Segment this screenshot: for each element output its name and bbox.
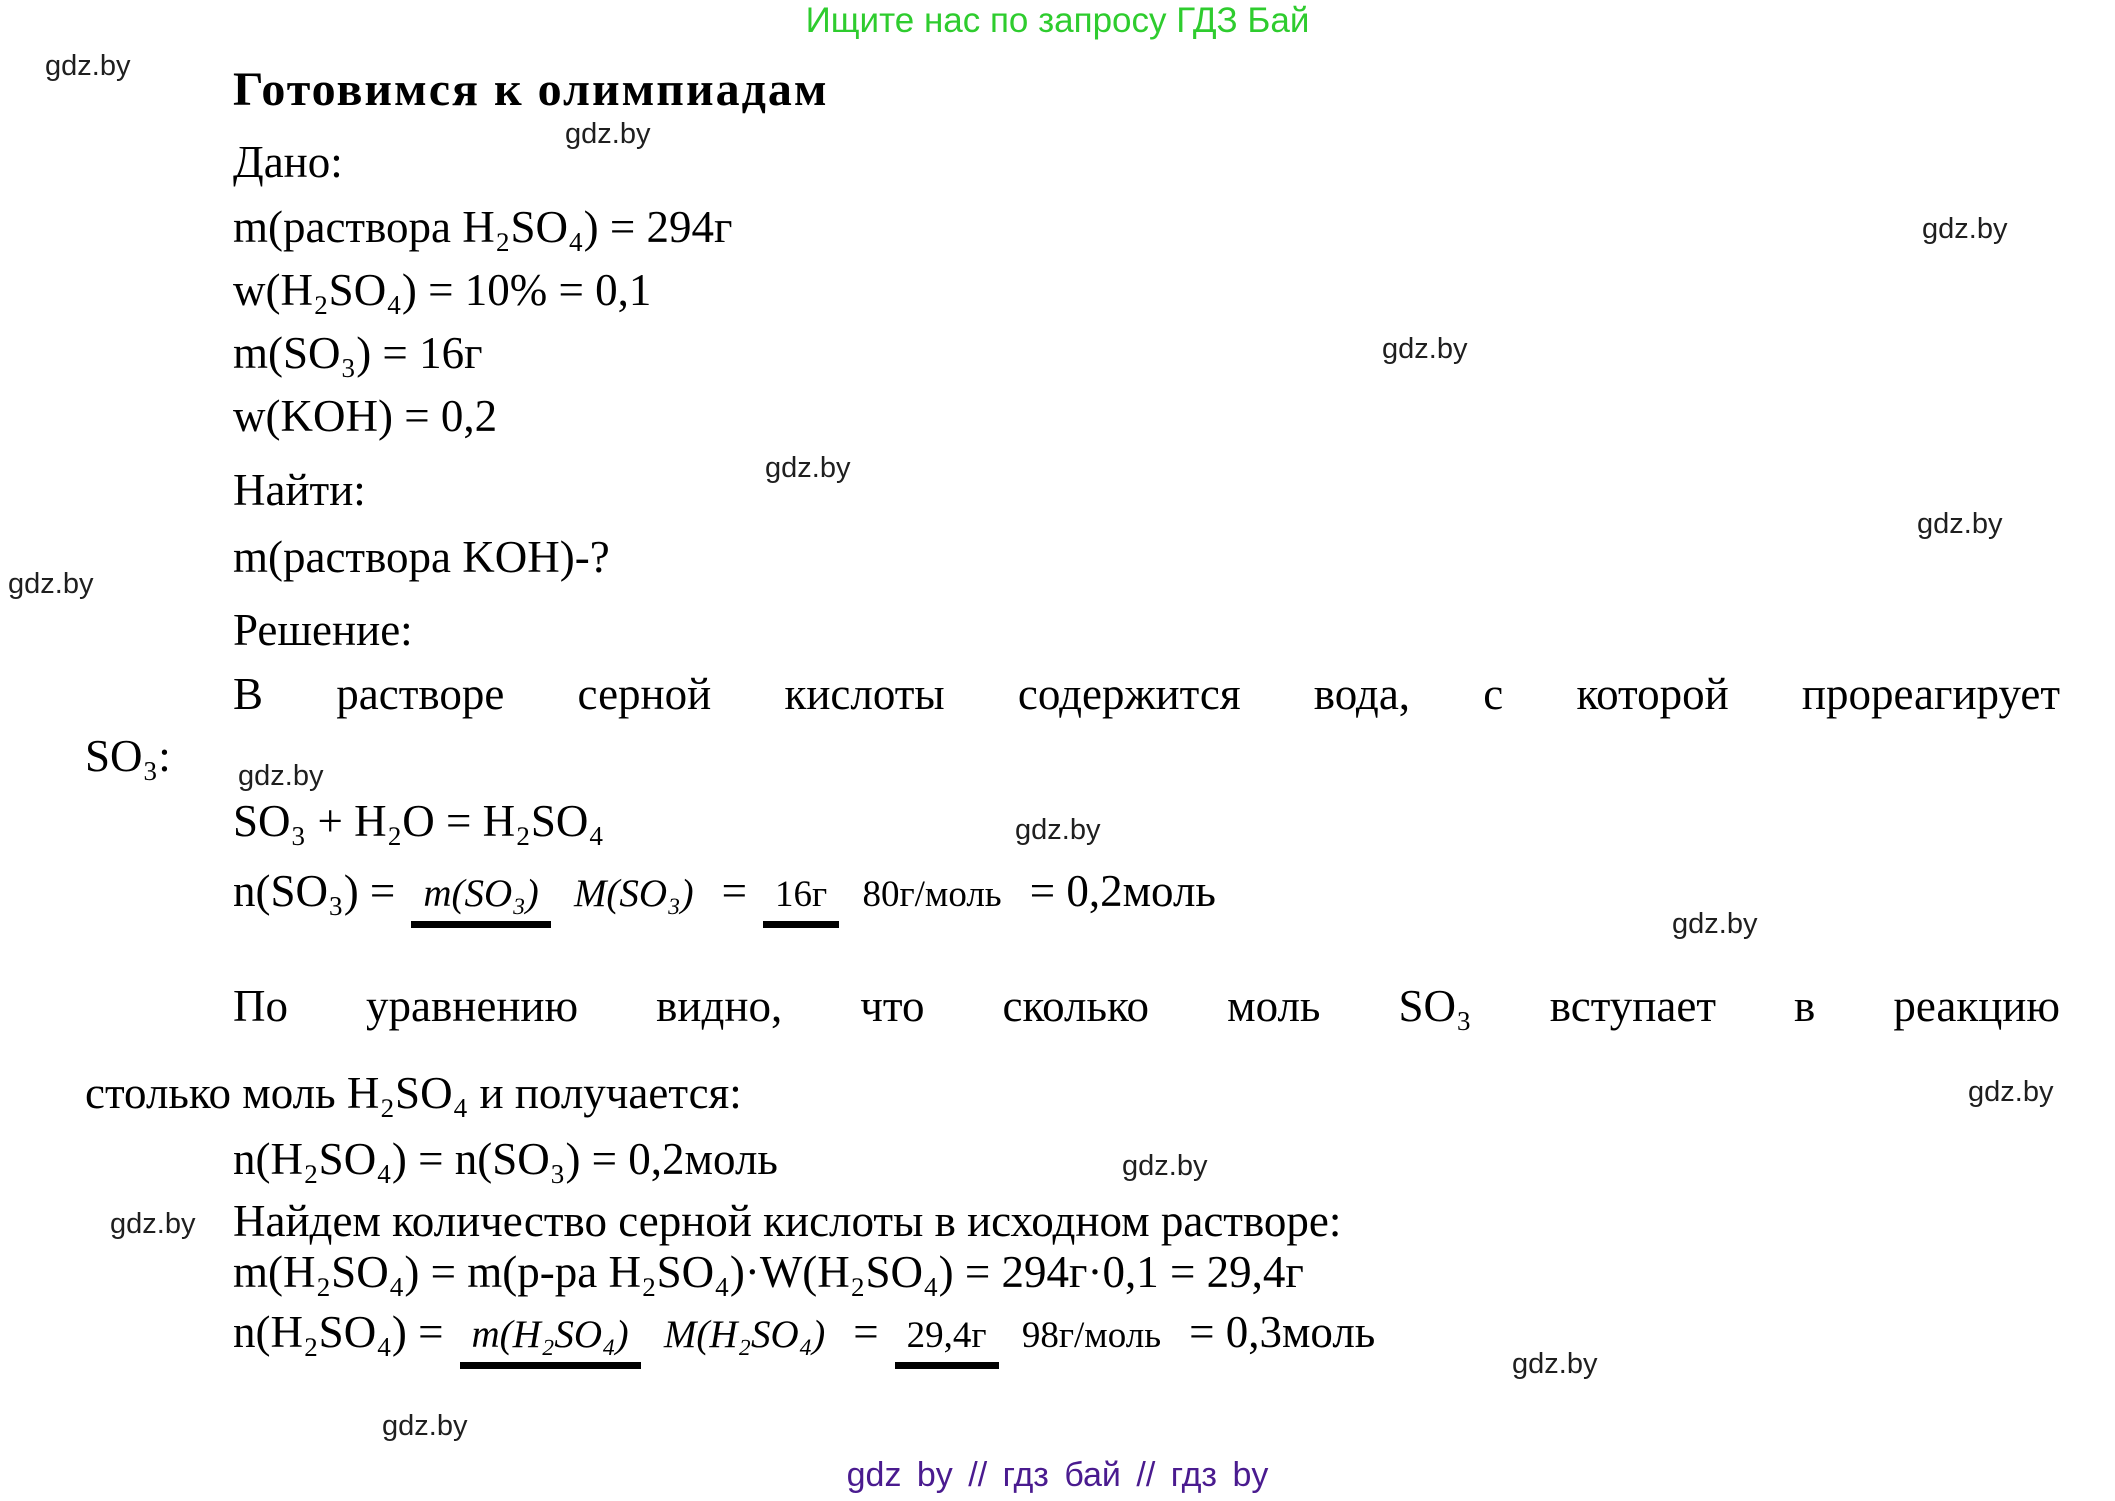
fraction-numerator: 16г <box>763 874 839 928</box>
gdz-watermark: gdz.by <box>1122 1150 1208 1182</box>
gdz-watermark: gdz.by <box>565 118 651 150</box>
equation-result: = 0,3моль <box>1189 1307 1376 1357</box>
fraction-mass-over-molar-mass <box>460 1306 838 1358</box>
site-footer: gdz by // гдз бай // гдз by <box>846 1456 1269 1494</box>
gdz-watermark: gdz.by <box>8 568 94 600</box>
equals-sign: = <box>853 1307 879 1357</box>
gdz-watermark: gdz.by <box>1672 908 1758 940</box>
equation-lhs: n(SO₃) = <box>233 866 396 916</box>
fraction-mass-over-molar-mass <box>411 865 705 917</box>
reaction-equation: SO₃ + H₂O = H₂SO₄ <box>233 796 605 846</box>
fraction-numerator: 29,4г <box>895 1315 999 1369</box>
moles-so3-equation <box>233 865 1216 917</box>
mass-h2so4-equation: m(H₂SO₄) = m(р-ра H₂SO₄)·W(H₂SO₄) = 294г·0,1 = 29,4г <box>233 1247 1304 1297</box>
gdz-watermark: gdz.by <box>45 50 131 82</box>
given-line-3: m(SO₃) = 16г <box>233 328 483 378</box>
fraction-values <box>763 865 1014 917</box>
solution-paragraph-2-line-2: столько моль H₂SO₄ и получается: <box>85 1068 742 1118</box>
equals-sign: = <box>721 866 748 916</box>
gdz-watermark: gdz.by <box>765 452 851 484</box>
moles-h2so4-equation <box>233 1306 1375 1358</box>
gdz-watermark: gdz.by <box>382 1410 468 1442</box>
solution-paragraph-2-line-1: По уравнению видно, что сколько моль SO₃ вступает в реакцию <box>233 981 2060 1031</box>
moles-equality-equation: n(H₂SO₄) = n(SO₃) = 0,2моль <box>233 1134 778 1184</box>
gdz-watermark: gdz.by <box>1512 1348 1598 1380</box>
gdz-watermark: gdz.by <box>1968 1076 2054 1108</box>
gdz-watermark: gdz.by <box>1922 213 2008 245</box>
solution-paragraph-3: Найдем количество серной кислоты в исходном растворе: <box>233 1196 1342 1246</box>
promo-banner: Ищите нас по запросу ГДЗ Бай <box>805 1 1310 40</box>
gdz-watermark: gdz.by <box>1382 333 1468 365</box>
fraction-denominator: M(H₂SO₄) <box>663 1313 826 1356</box>
gdz-watermark: gdz.by <box>1917 508 2003 540</box>
fraction-numerator: m(SO₃) <box>411 872 550 928</box>
gdz-watermark: gdz.by <box>110 1208 196 1240</box>
solution-paragraph-1-line-1: В растворе серной кислоты содержится вода, с которой прореагирует <box>233 669 2060 719</box>
find-label: Найти: <box>233 465 366 515</box>
fraction-denominator: 98г/моль <box>1021 1315 1162 1356</box>
find-value: m(раствора KOH)-? <box>233 532 610 582</box>
equation-lhs: n(H₂SO₄) = <box>233 1307 444 1357</box>
given-line-2: w(H₂SO₄) = 10% = 0,1 <box>233 265 652 315</box>
given-line-1: m(раствора H₂SO₄) = 294г <box>233 202 733 252</box>
page-title: Готовимся к олимпиадам <box>233 63 829 116</box>
solution-paragraph-1-line-2: SO₃: <box>85 731 171 781</box>
equation-result: = 0,2моль <box>1029 866 1216 916</box>
fraction-denominator: M(SO₃) <box>573 872 694 915</box>
given-label: Дано: <box>233 137 343 187</box>
fraction-denominator: 80г/моль <box>862 874 1002 915</box>
gdz-watermark: gdz.by <box>1015 814 1101 846</box>
fraction-numerator: m(H₂SO₄) <box>460 1313 641 1369</box>
given-line-4: w(KOH) = 0,2 <box>233 391 498 441</box>
solution-label: Решение: <box>233 605 413 655</box>
gdz-watermark: gdz.by <box>238 760 324 792</box>
fraction-values <box>895 1306 1173 1358</box>
